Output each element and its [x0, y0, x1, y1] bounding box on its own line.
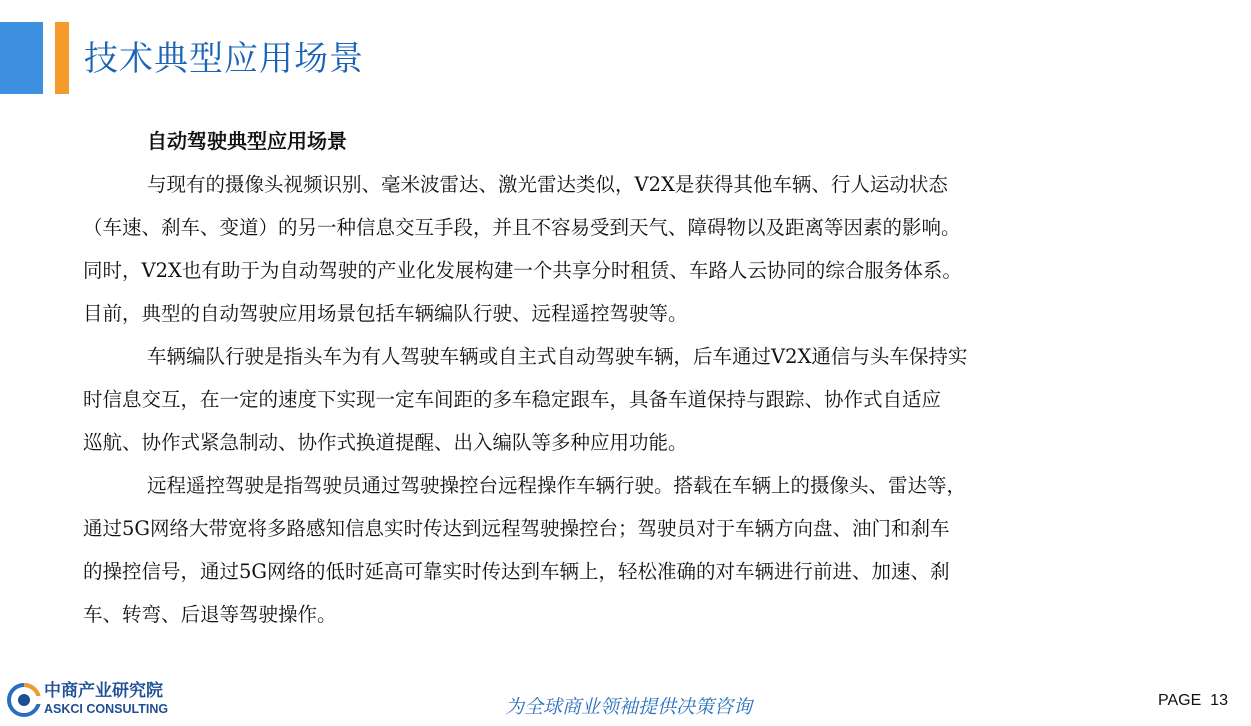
content-body	[83, 120, 1163, 636]
paragraph-line: 车辆编队行驶是指头车为有人驾驶车辆或自主式自动驾驶车辆，后车通过V2X通信与头车保持实	[147, 345, 968, 368]
page-number: PAGE 13	[1158, 692, 1228, 709]
logo-name-en: ASKCI CONSULTING	[44, 702, 169, 716]
title-accent-blue-bar	[0, 22, 43, 94]
section-heading: 自动驾驶典型应用场景	[147, 129, 347, 153]
paragraph-line: 与现有的摄像头视频识别、毫米波雷达、激光雷达类似，V2X是获得其他车辆、行人运动状态	[147, 173, 948, 196]
footer-slogan: 为全球商业领袖提供决策咨询	[505, 696, 753, 718]
paragraph-line: 时信息交互，在一定的速度下实现一定车间距的多车稳定跟车，具备车道保持与跟踪、协作式自适应	[83, 388, 942, 411]
askci-logo	[6, 680, 186, 720]
paragraph-line: 巡航、协作式紧急制动、协作式换道提醒、出入编队等多种应用功能。	[83, 431, 688, 454]
askci-logo-icon	[6, 682, 42, 718]
paragraph-line: 远程遥控驾驶是指驾驶员通过驾驶操控台远程操作车辆行驶。搭载在车辆上的摄像头、雷达等，	[147, 474, 967, 497]
page-title: 技术典型应用场景	[84, 39, 364, 79]
title-accent-orange-bar	[55, 22, 69, 94]
paragraph-line: 通过5G网络大带宽将多路感知信息实时传达到远程驾驶操控台；驾驶员对于车辆方向盘、油门和刹车	[83, 517, 950, 540]
paragraph-line: （车速、刹车、变道）的另一种信息交互手段，并且不容易受到天气、障碍物以及距离等因素的影响。	[83, 216, 961, 239]
paragraph-line: 同时，V2X也有助于为自动驾驶的产业化发展构建一个共享分时租赁、车路人云协同的综合服务体系。	[83, 259, 962, 282]
paragraph-line: 目前，典型的自动驾驶应用场景包括车辆编队行驶、远程遥控驾驶等。	[83, 302, 688, 325]
paragraph-line: 的操控信号，通过5G网络的低时延高可靠实时传达到车辆上，轻松准确的对车辆进行前进、加速、刹	[83, 560, 950, 583]
paragraph-line: 车、转弯、后退等驾驶操作。	[83, 603, 337, 626]
logo-name-cn: 中商产业研究院	[44, 681, 163, 701]
